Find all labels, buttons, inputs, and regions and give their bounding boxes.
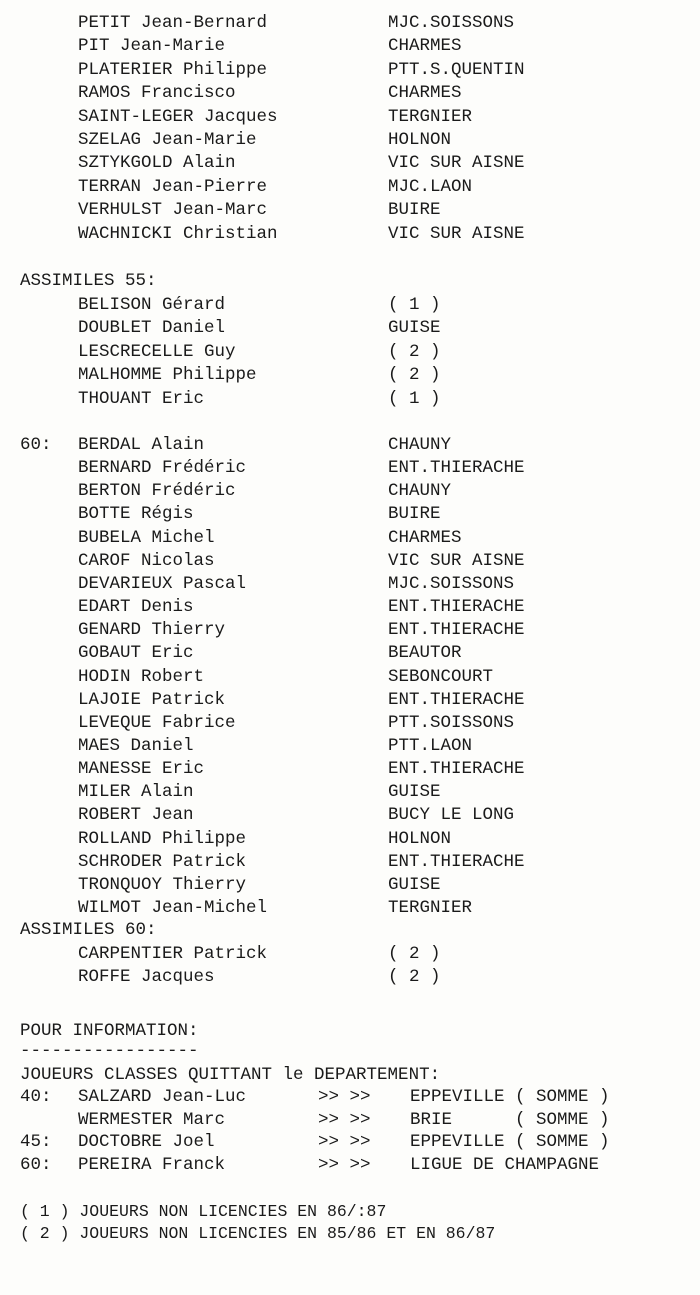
player-name: LESCRECELLE Guy: [78, 341, 236, 362]
player-name: SZTYKGOLD Alain: [78, 153, 236, 174]
player-club: GUISE: [388, 782, 441, 803]
player-name: TERRAN Jean-Pierre: [78, 176, 268, 197]
player-name: CAROF Nicolas: [78, 550, 215, 571]
player-club: GUISE: [388, 318, 441, 339]
player-club: PTT.LAON: [388, 735, 473, 756]
player-club: TERGNIER: [388, 106, 473, 127]
destination: LIGUE DE CHAMPAGNE: [410, 1154, 600, 1175]
player-name: BELISON Gérard: [78, 295, 226, 315]
footnote-1: ( 1 ) JOUEURS NON LICENCIES EN 86/:87: [20, 1202, 387, 1221]
player-name: MAES Daniel: [78, 735, 194, 756]
player-club: CHAUNY: [388, 481, 452, 502]
arrow-marks: >> >>: [318, 1087, 371, 1107]
player-club: CHAUNY: [388, 435, 452, 455]
arrow-marks: >> >>: [318, 1132, 371, 1152]
player-name: BOTTE Régis: [78, 504, 194, 525]
player-name: SAINT-LEGER Jacques: [78, 106, 278, 127]
player-name: MALHOMME Philippe: [78, 365, 257, 386]
player-club: ENT.THIERACHE: [388, 620, 525, 641]
player-name: SALZARD Jean-Luc: [78, 1087, 247, 1107]
player-name: DOCTOBRE Joel: [78, 1132, 215, 1152]
player-name: BUBELA Michel: [78, 527, 215, 548]
player-club: GUISE: [388, 874, 441, 895]
player-club: TERGNIER: [388, 898, 473, 918]
player-name: DOUBLET Daniel: [78, 318, 226, 339]
player-name: TRONQUOY Thierry: [78, 874, 247, 895]
player-club: BUCY LE LONG: [388, 805, 515, 826]
player-club: CHARMES: [388, 83, 462, 104]
player-club: ( 2 ): [388, 967, 441, 987]
player-club: PTT.SOISSONS: [388, 712, 515, 733]
player-club: HOLNON: [388, 828, 452, 849]
player-club: MJC.SOISSONS: [388, 13, 515, 33]
player-name: PEREIRA Franck: [78, 1154, 226, 1175]
player-club: ( 2 ): [388, 365, 441, 386]
footnote-2: ( 2 ) JOUEURS NON LICENCIES EN 85/86 ET EN 86/87: [20, 1224, 496, 1243]
player-club: MJC.LAON: [388, 176, 473, 197]
player-club: ( 1 ): [388, 295, 441, 315]
player-name: MANESSE Eric: [78, 759, 205, 780]
player-name: ROBERT Jean: [78, 805, 194, 826]
player-club: BUIRE: [388, 504, 441, 525]
player-name: ROFFE Jacques: [78, 967, 215, 987]
player-club: ENT.THIERACHE: [388, 597, 525, 618]
player-club: BEAUTOR: [388, 643, 462, 664]
info-subheading: JOUEURS CLASSES QUITTANT le DEPARTEMENT:: [20, 1065, 441, 1085]
player-club: VIC SUR AISNE: [388, 153, 525, 174]
player-name: GENARD Thierry: [78, 620, 226, 641]
departure-category: 60:: [20, 1154, 52, 1175]
player-name: RAMOS Francisco: [78, 83, 236, 104]
arrow-marks: >> >>: [318, 1109, 371, 1130]
player-name: CARPENTIER Patrick: [78, 944, 268, 964]
destination: EPPEVILLE ( SOMME ): [410, 1087, 610, 1107]
player-name: LEVEQUE Fabrice: [78, 712, 236, 733]
player-club: ( 2 ): [388, 341, 441, 362]
assimiles-55-heading: ASSIMILES 55:: [20, 271, 157, 291]
player-name: BERNARD Frédéric: [78, 458, 247, 479]
player-name: BERTON Frédéric: [78, 481, 236, 502]
player-club: ( 2 ): [388, 944, 441, 964]
player-name: LAJOIE Patrick: [78, 689, 226, 710]
departure-category: 40:: [20, 1087, 52, 1107]
player-club: HOLNON: [388, 130, 452, 150]
player-club: VIC SUR AISNE: [388, 550, 525, 571]
player-club: ENT.THIERACHE: [388, 458, 525, 479]
player-name: MILER Alain: [78, 782, 194, 803]
category-60-prefix: 60:: [20, 435, 52, 455]
player-name: PLATERIER Philippe: [78, 59, 268, 80]
player-name: SZELAG Jean-Marie: [78, 130, 257, 150]
info-heading: POUR INFORMATION:: [20, 1021, 199, 1041]
departure-category: 45:: [20, 1132, 52, 1152]
player-name: HODIN Robert: [78, 666, 205, 687]
info-rule: -----------------: [20, 1041, 199, 1061]
player-name: VERHULST Jean-Marc: [78, 200, 268, 221]
player-name: THOUANT Eric: [78, 388, 205, 409]
player-club: MJC.SOISSONS: [388, 573, 515, 594]
destination: BRIE ( SOMME ): [410, 1109, 610, 1130]
player-name: WACHNICKI Christian: [78, 223, 278, 244]
player-club: ENT.THIERACHE: [388, 689, 525, 710]
player-club: PTT.S.QUENTIN: [388, 59, 525, 80]
player-name: BERDAL Alain: [78, 435, 205, 455]
player-name: WILMOT Jean-Michel: [78, 898, 268, 918]
player-club: SEBONCOURT: [388, 666, 494, 687]
arrow-marks: >> >>: [318, 1154, 371, 1175]
player-name: WERMESTER Marc: [78, 1109, 226, 1130]
player-name: DEVARIEUX Pascal: [78, 573, 247, 594]
destination: EPPEVILLE ( SOMME ): [410, 1132, 610, 1152]
player-name: EDART Denis: [78, 597, 194, 618]
player-name: ROLLAND Philippe: [78, 828, 247, 849]
player-name: GOBAUT Eric: [78, 643, 194, 664]
player-name: SCHRODER Patrick: [78, 851, 247, 872]
player-club: ENT.THIERACHE: [388, 759, 525, 780]
player-club: VIC SUR AISNE: [388, 223, 525, 244]
player-club: ENT.THIERACHE: [388, 851, 525, 872]
player-club: ( 1 ): [388, 388, 441, 409]
player-name: PETIT Jean-Bernard: [78, 13, 268, 33]
player-name: PIT Jean-Marie: [78, 36, 226, 57]
player-club: CHARMES: [388, 527, 462, 548]
player-club: CHARMES: [388, 36, 462, 57]
assimiles-60-heading: ASSIMILES 60:: [20, 920, 157, 940]
player-club: BUIRE: [388, 200, 441, 221]
